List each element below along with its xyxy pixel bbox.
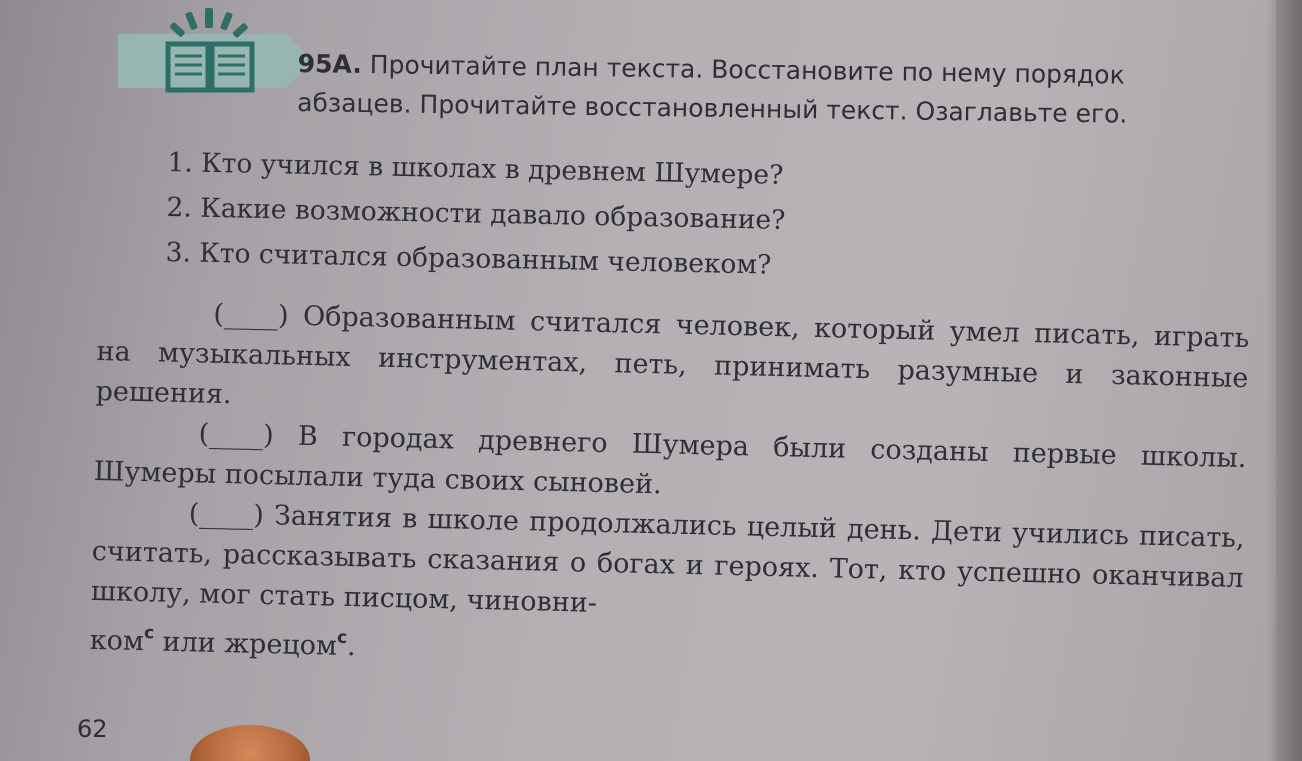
paragraph-text: ком — [89, 624, 145, 658]
instruction-line-1: Прочитайте план текста. Восстановите по нему порядок — [369, 50, 1125, 90]
paragraph-text: Образованным считался человек, который умел писать, играть на музыкальных инструментах, петь, принимать разумные и законные решения. — [95, 300, 1250, 411]
page-edge-shadow — [1266, 0, 1276, 761]
order-blank[interactable]: (____) — [213, 298, 289, 332]
paragraph-text: . — [346, 630, 357, 663]
paragraph-text: Занятия в школе продолжались целый день. Дети учились писать, считать, рассказывать сказания о богах и героях. Тот, кто успешно оканчивал школу, мог стать писцом, чиновни- — [90, 499, 1245, 619]
plan-item: 2. Какие возможности давало образование? — [166, 191, 786, 236]
paragraph-text: или жрецом — [153, 626, 338, 662]
paragraph-text: В городах древнего Шумера были созданы первые школы. Шумеры посылали туда своих сыновей. — [93, 420, 1247, 501]
text-plan — [165, 140, 1018, 293]
order-blank[interactable]: (____) — [188, 498, 265, 531]
plan-item: 1. Кто учился в школах в древнем Шумере? — [167, 146, 784, 191]
page-edge — [1276, 0, 1302, 761]
instruction-line-2: абзацев. Прочитайте восстановленный текст. Озаглавьте его. — [296, 87, 1128, 129]
exercise-number: 95A. — [297, 48, 363, 79]
footnote-mark: с — [336, 627, 348, 648]
plan-item: 3. Кто считался образованным человеком? — [165, 236, 772, 281]
exercise-text — [89, 292, 1249, 688]
order-blank[interactable]: (____) — [198, 418, 275, 452]
page-number: 62 — [77, 715, 108, 743]
footnote-mark: с — [143, 623, 155, 644]
finger-photo — [190, 725, 310, 761]
exercise-instruction — [297, 44, 1258, 135]
open-book-icon — [158, 4, 262, 96]
